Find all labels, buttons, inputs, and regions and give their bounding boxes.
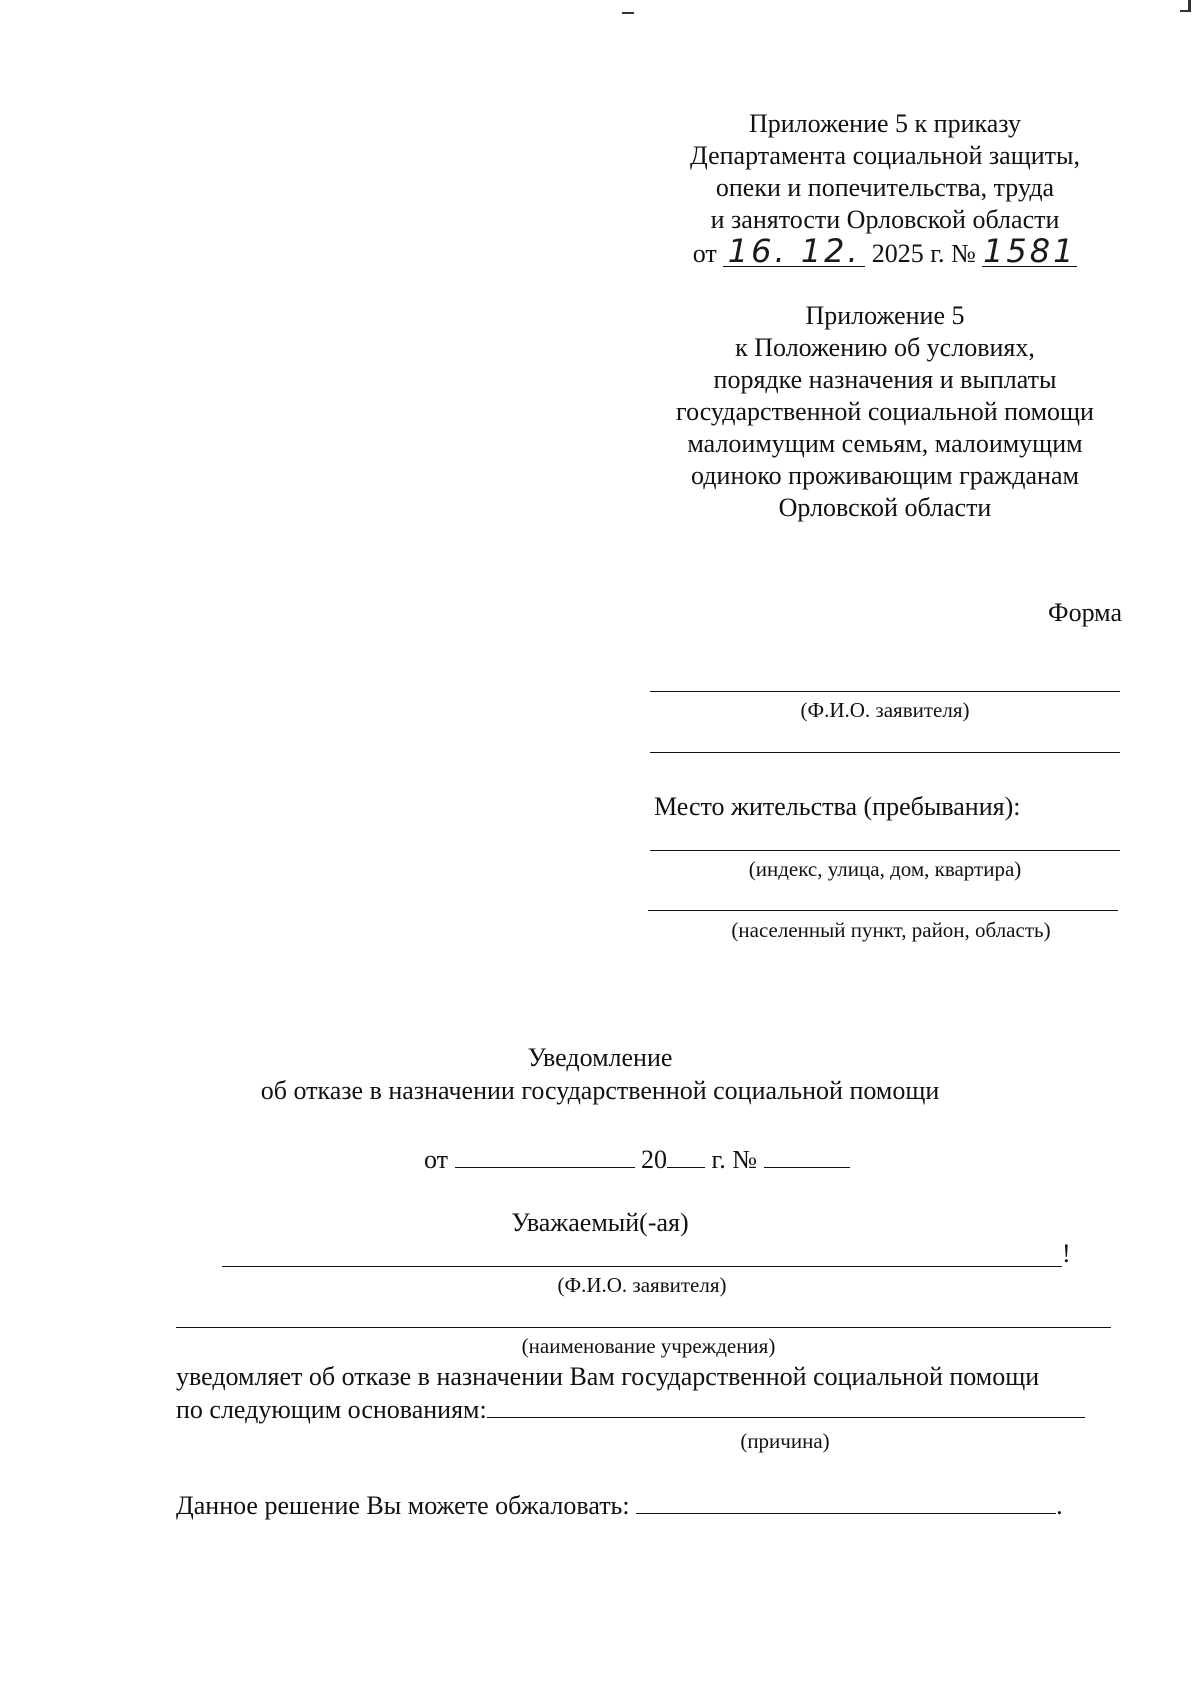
order-date-line xyxy=(640,232,1130,270)
appeal-line xyxy=(176,1490,1063,1522)
regulation-header-line6: одиноко проживающим гражданам xyxy=(691,461,1079,490)
notice-year-suffix: г. № xyxy=(711,1145,758,1174)
regulation-header-line7: Орловской области xyxy=(778,493,992,522)
order-year-text: 2025 г. № xyxy=(871,239,976,268)
notice-subtitle: об отказе в назначении государственной социальной помощи xyxy=(260,1076,940,1105)
notice-year-blank[interactable] xyxy=(667,1145,705,1168)
applicant-fio-line[interactable] xyxy=(650,691,1120,692)
notice-title: Уведомление xyxy=(527,1043,673,1072)
regulation-header-line4: государственной социальной помощи xyxy=(676,397,1094,426)
order-header-line1: Приложение 5 к приказу xyxy=(748,109,1021,138)
order-date-prefix: от xyxy=(692,239,717,268)
body-line2 xyxy=(176,1394,1085,1426)
appeal-end: . xyxy=(1056,1491,1063,1520)
order-header xyxy=(640,108,1130,270)
body-line1: уведомляет об отказе в назначении Вам государственной социальной помощи xyxy=(176,1362,1040,1391)
order-number-handwritten: 1581 xyxy=(983,232,1077,270)
residence-label: Место жительства (пребывания): xyxy=(654,792,1021,821)
locality-caption: (населенный пункт, район, область) xyxy=(731,918,1051,942)
order-header-line3: опеки и попечительства, труда xyxy=(715,173,1055,202)
address-line[interactable] xyxy=(650,850,1120,851)
order-date-handwritten: 16. 12. xyxy=(723,236,865,267)
greeting-fio-line[interactable] xyxy=(222,1266,1062,1267)
body-line2-prefix: по следующим основаниям: xyxy=(176,1395,487,1424)
regulation-header xyxy=(640,300,1130,524)
applicant-fio-caption: (Ф.И.О. заявителя) xyxy=(800,698,970,722)
order-header-line2: Департамента социальной защиты, xyxy=(690,141,1080,170)
regulation-header-line1: Приложение 5 xyxy=(805,301,965,330)
reason-blank[interactable] xyxy=(487,1395,1085,1418)
greeting-exclamation: ! xyxy=(1062,1239,1071,1268)
greeting-fio-caption: (Ф.И.О. заявителя) xyxy=(557,1273,727,1297)
scan-mark-top xyxy=(622,12,634,14)
institution-line[interactable] xyxy=(176,1327,1111,1328)
locality-line[interactable] xyxy=(648,910,1118,911)
address-caption: (индекс, улица, дом, квартира) xyxy=(748,857,1022,881)
applicant-fio-line-2[interactable] xyxy=(650,752,1120,753)
greeting: Уважаемый(-ая) xyxy=(511,1208,689,1237)
regulation-header-line5: малоимущим семьям, малоимущим xyxy=(687,429,1083,458)
scan-mark-corner-h xyxy=(1180,10,1191,12)
form-label: Форма xyxy=(1048,598,1122,627)
notice-date-prefix: от xyxy=(424,1145,449,1174)
notice-year-prefix: 20 xyxy=(641,1145,668,1174)
regulation-header-line2: к Положению об условиях, xyxy=(735,333,1035,362)
notice-number-blank[interactable] xyxy=(764,1145,850,1168)
reason-caption: (причина) xyxy=(740,1429,830,1453)
order-header-line4: и занятости Орловской области xyxy=(710,205,1060,234)
appeal-text: Данное решение Вы можете обжаловать: xyxy=(176,1491,630,1520)
appeal-blank[interactable] xyxy=(636,1491,1056,1514)
notice-date-blank[interactable] xyxy=(455,1145,635,1168)
notice-date-line xyxy=(424,1144,850,1176)
regulation-header-line3: порядке назначения и выплаты xyxy=(713,365,1057,394)
institution-caption: (наименование учреждения) xyxy=(521,1334,776,1358)
